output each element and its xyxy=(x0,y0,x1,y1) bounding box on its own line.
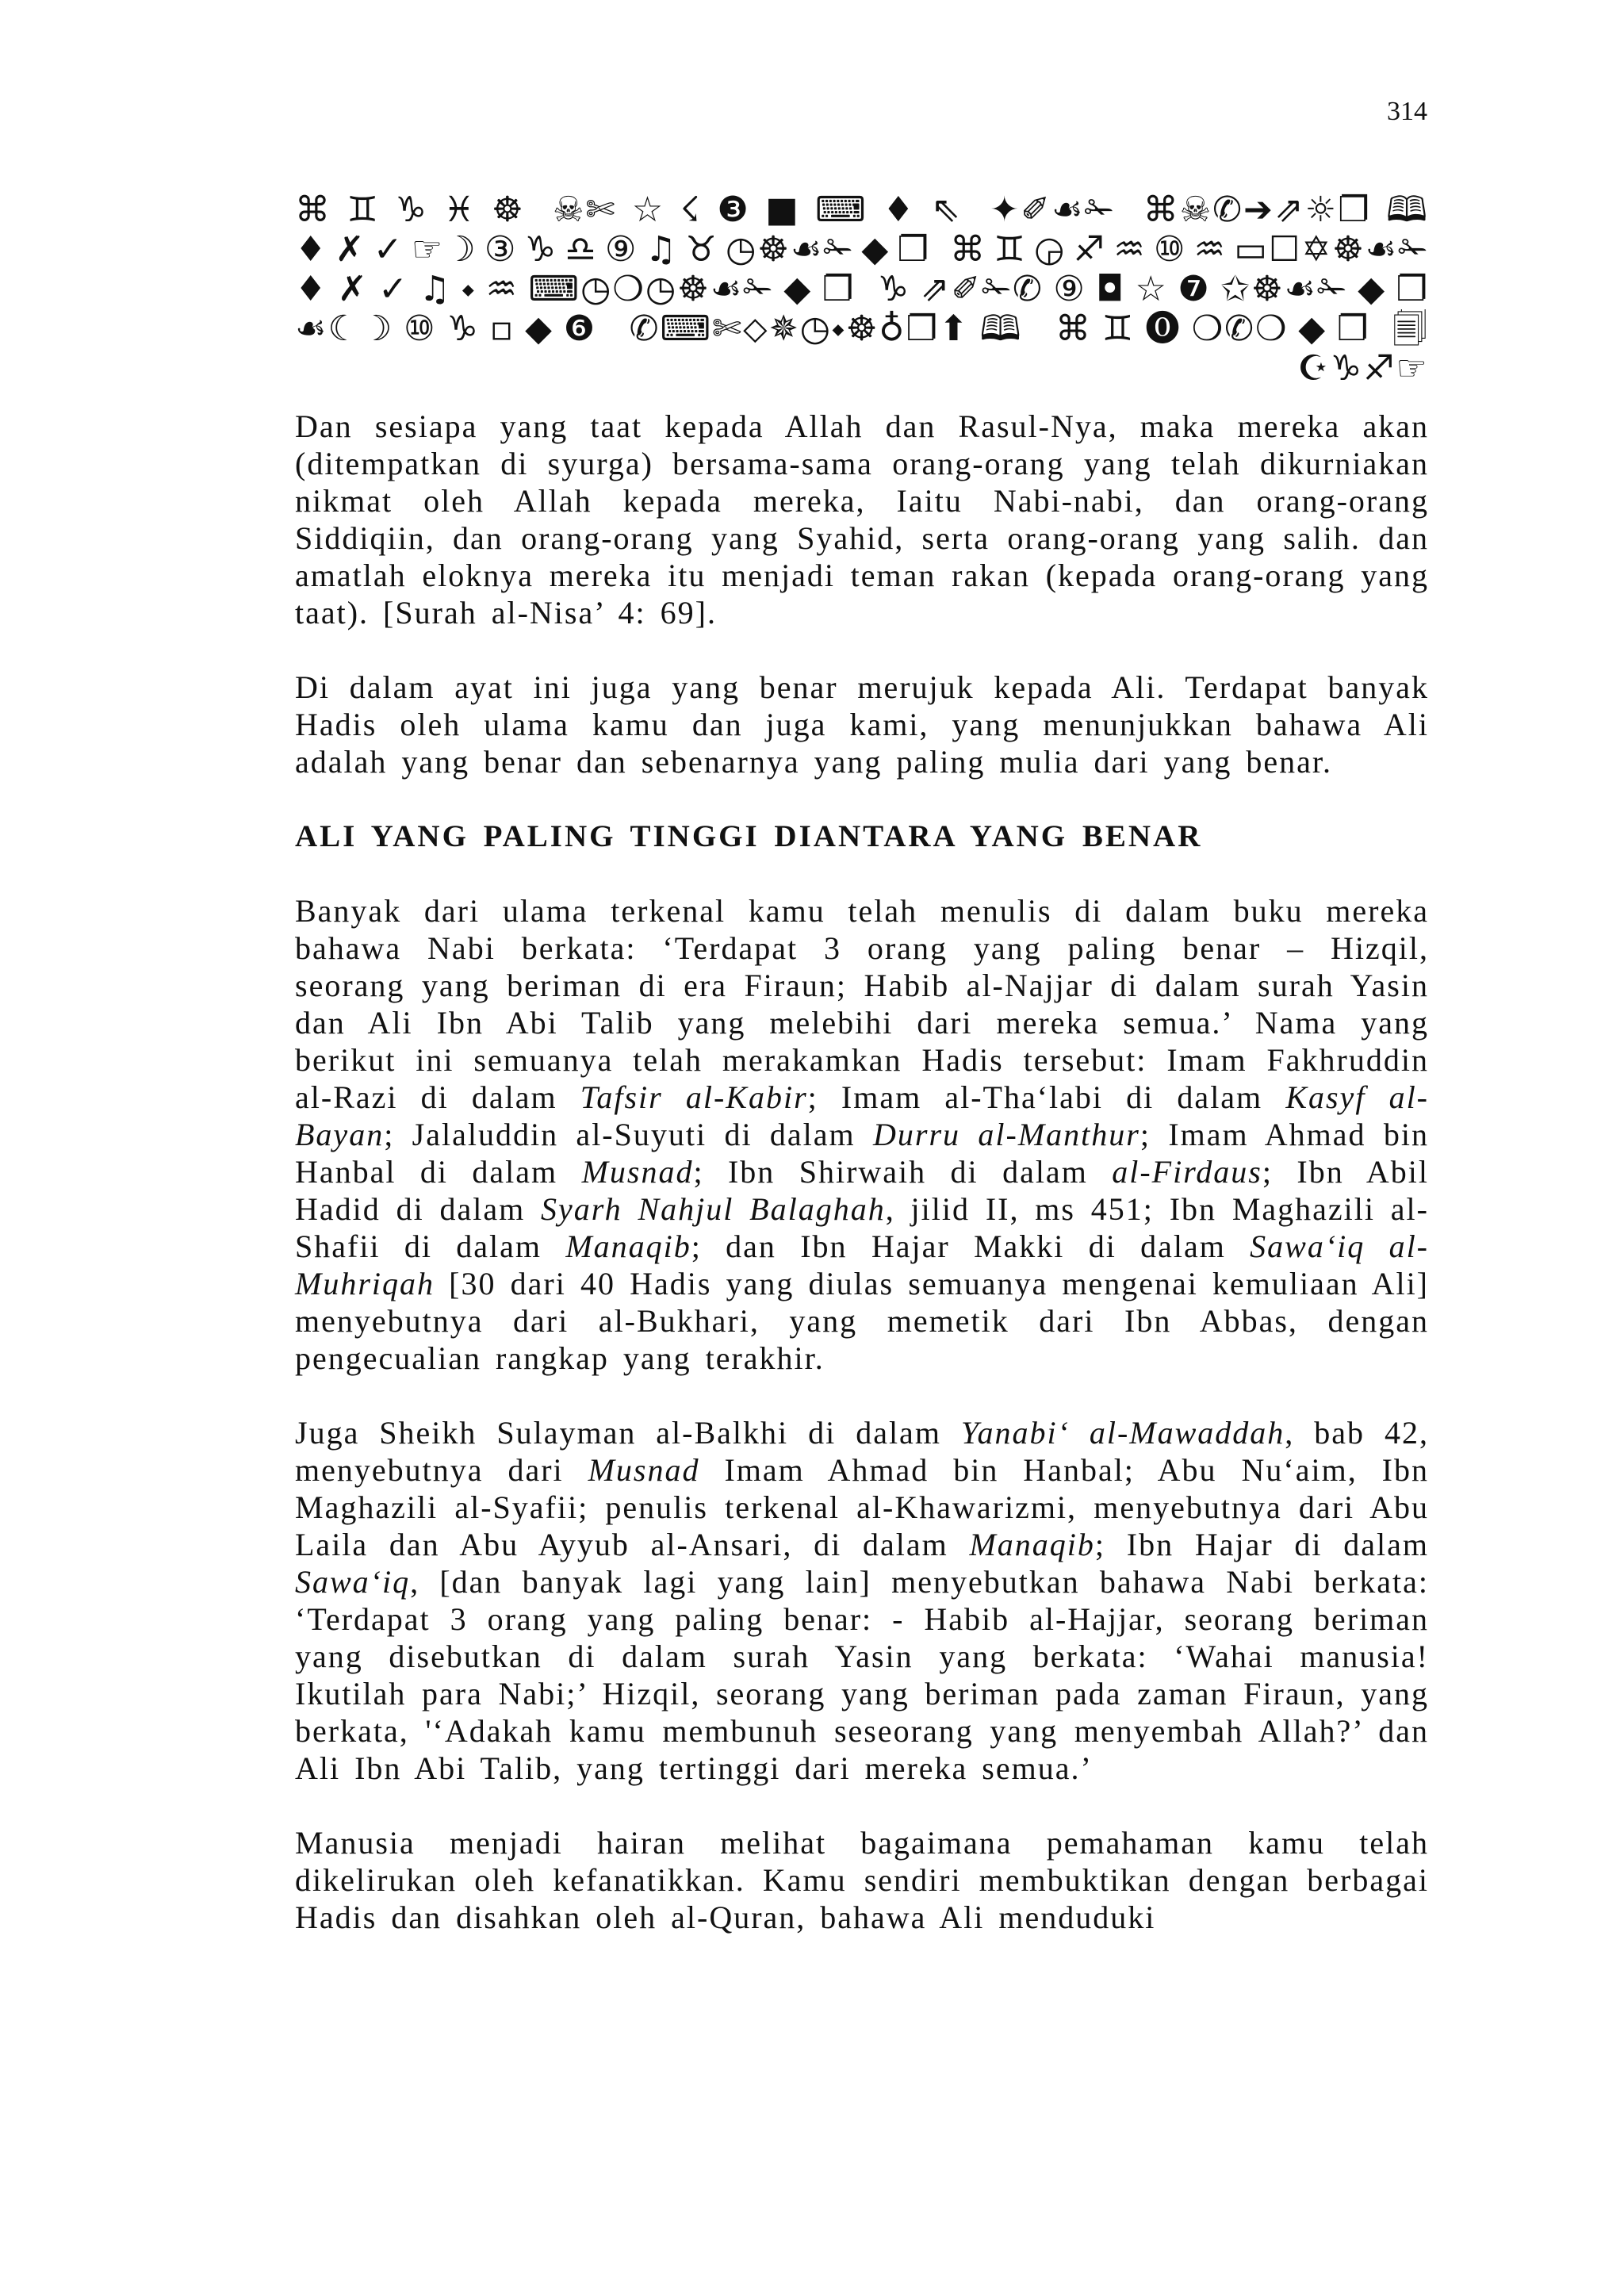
text-run: [30 dari 40 Hadis yang diulas semuanya mengenai kemuliaan Ali] menyebutnya dari al-Bukhari, yang memetik dari Ibn Abbas, dengan pengecualian rangkap yang terakhir. xyxy=(295,1266,1429,1376)
verse-translation-paragraph: Dan sesiapa yang taat kepada Allah dan Rasul-Nya, maka mereka akan (ditempatkan di syurga) bersama-sama orang-orang yang telah dikurniakan nikmat oleh Allah kepada mereka, Iaitu Nabi-nabi, dan orang-orang Siddiqiin, dan orang-orang yang Syahid, serta orang-orang yang salih. dan amatlah eloknya mereka itu menjadi teman rakan (kepada orang-orang yang taat). [Surah al-Nisa’ 4: 69]. xyxy=(295,408,1429,631)
arabic-verse-block xyxy=(295,190,1429,389)
book-title: Musnad xyxy=(581,1154,694,1190)
book-title: al-Firdaus xyxy=(1112,1154,1262,1190)
book-title: Durru al-Manthur xyxy=(873,1117,1140,1152)
closing-paragraph: Manusia menjadi hairan melihat bagaimana pemahaman kamu telah dikelirukan oleh kefanatikkan. Kamu sendiri membuktikan dengan berbagai Hadis dan disahkan oleh al-Quran, bahawa Ali menduduki xyxy=(295,1825,1429,1935)
book-title: Yanabi‘ al-Mawaddah xyxy=(960,1415,1285,1451)
text-run: ; Ibn Abil Hadid di dalam xyxy=(295,1154,1430,1227)
book-title: Kasyf al-Bayan xyxy=(295,1079,1430,1152)
book-title: Tafsir al-Kabir xyxy=(580,1079,808,1115)
arabic-verse-line: ♦✗✓♫⬩♒⌨◷❍◷☸☙✁◆❐ ♑⇗✐✁✆⑨◘☆❼✩☸☙✁◆❐ xyxy=(295,270,1429,309)
arabic-verse-line: ♦✗✓☞☽③♑♎⑨♫♉◷☸☙✁◆❐ ⌘♊◶♐♒⑩♒▭☐✡☸☙✁ xyxy=(295,230,1429,270)
arabic-verse-line: ⌘♊♑♓☸ ☠✄☆☇❸■⌨♦⇖ ✦✐☙✁ ⌘☠✆➔⇗☼❐🕮 xyxy=(295,190,1429,230)
text-run: ; dan Ibn Hajar Makki di dalam xyxy=(691,1228,1251,1264)
page-number: 314 xyxy=(1387,97,1427,126)
arabic-verse-line: ☪♑♐☞ xyxy=(1297,349,1429,389)
text-run: Banyak dari ulama terkenal kamu telah menulis di dalam buku mereka bahawa Nabi berkata: ‘Terdapat 3 orang yang paling benar – Hizqil, seorang yang beriman di era Firaun; Habib al-Najjar di dalam surah Yasin dan Ali Ibn Abi Talib yang melebihi dari mereka semua.’ Nama yang berikut ini semuanya telah merakamkan Hadis tersebut: Imam Fakhruddin al-Razi di dalam xyxy=(295,893,1429,1115)
text-run: Imam Ahmad bin Hanbal; Abu Nu‘aim, Ibn Maghazili al-Syafii; penulis terkenal al-Khawarizmi, menyebutnya dari Abu Laila dan Abu Ayyub al-Ansari, di dalam xyxy=(295,1452,1429,1562)
main-content xyxy=(295,408,1429,1973)
book-title: Musnad xyxy=(588,1452,700,1488)
book-title: Sawa‘iq al-Muhriqah xyxy=(295,1228,1430,1301)
text-run: Juga Sheikh Sulayman al-Balkhi di dalam xyxy=(295,1415,961,1451)
text-run: ; Jalaluddin al-Suyuti di dalam xyxy=(384,1117,874,1152)
hadith-narration-paragraph xyxy=(295,1414,1429,1787)
text-run: ; Ibn Hajar di dalam xyxy=(1094,1527,1429,1562)
text-run: ; Imam al-Tha‘labi di dalam xyxy=(807,1079,1286,1115)
commentary-paragraph: Di dalam ayat ini juga yang benar merujuk kepada Ali. Terdapat banyak Hadis oleh ulama kamu dan juga kami, yang menunjukkan bahawa Ali adalah yang benar dan sebenarnya yang paling mulia dari yang benar. xyxy=(295,669,1429,780)
text-run: , jilid II, ms 451; Ibn Maghazili al-Shafii di dalam xyxy=(295,1191,1429,1264)
arabic-verse-line: ☙☾☽⑩♑▫◆❻ ✆⌨✄⬦✵◷⬩☸♁❐⬆🕮 ⌘♊⓿❍✆❍◆❐ 🗐 xyxy=(295,309,1429,349)
text-run: , bab 42, menyebutnya dari xyxy=(295,1415,1429,1488)
book-title: Syarh Nahjul Balaghah xyxy=(541,1191,886,1227)
book-title: Manaqib xyxy=(969,1527,1095,1562)
hadith-sources-paragraph xyxy=(295,892,1429,1377)
text-run: ; Imam Ahmad bin Hanbal di dalam xyxy=(295,1117,1429,1190)
section-heading: ALI YANG PALING TINGGI DIANTARA YANG BENAR xyxy=(295,819,1203,853)
text-run: , [dan banyak lagi yang lain] menyebutkan bahawa Nabi berkata: ‘Terdapat 3 orang yang paling benar: - Habib al-Hajjar, seorang beriman yang disebutkan di dalam surah Yasin yang berkata: ‘Wahai manusia! Ikutilah para Nabi;’ Hizqil, seorang yang beriman pada zaman Firaun, yang berkata, '‘Adakah kamu membunuh seseorang yang menyembah Allah?’ dan Ali Ibn Abi Talib, yang tertinggi dari mereka semua.’ xyxy=(295,1564,1429,1786)
book-title: Sawa‘iq xyxy=(295,1564,411,1600)
book-title: Manaqib xyxy=(565,1228,691,1264)
text-run: ; Ibn Shirwaih di dalam xyxy=(693,1154,1113,1190)
